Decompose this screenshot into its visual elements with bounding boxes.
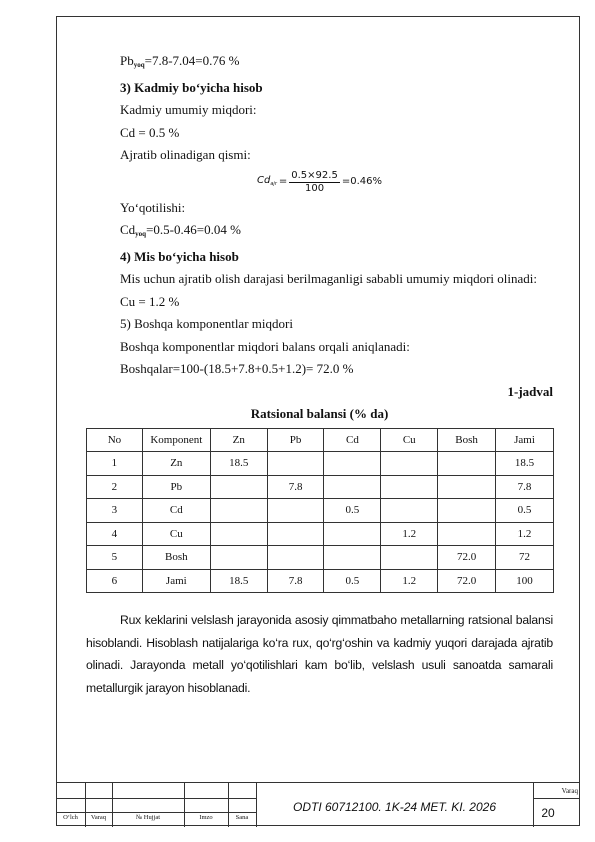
cu-text: Mis uchun ajratib olish darajasi berilmaganligi sababli umumiy miqdori olinadi: bbox=[120, 271, 538, 286]
table-cell: 18.5 bbox=[210, 452, 267, 476]
other-formula: Boshqalar=100-(18.5+7.8+0.5+1.2)= 72.0 % bbox=[120, 361, 354, 376]
table-cell bbox=[324, 522, 381, 546]
formula-equals: = bbox=[278, 176, 288, 187]
heading-cadmium: 3) Kadmiy bo‘yicha hisob bbox=[120, 79, 263, 95]
formula-fraction bbox=[289, 170, 340, 195]
loss-label: Yo‘qotilishi: bbox=[120, 199, 186, 215]
title-block bbox=[56, 782, 580, 826]
title-block-grid bbox=[56, 783, 256, 827]
table-cell: 1.2 bbox=[381, 569, 438, 593]
table-cell bbox=[210, 546, 267, 570]
table-cell bbox=[324, 452, 381, 476]
table-cell bbox=[267, 546, 324, 570]
heading-other: 5) Boshqa komponentlar miqdori bbox=[120, 316, 293, 331]
table-cell: Zn bbox=[142, 452, 210, 476]
table-cell bbox=[210, 475, 267, 499]
table-cell bbox=[267, 452, 324, 476]
formula-lhs bbox=[257, 170, 277, 196]
table-cell: 72.0 bbox=[438, 569, 496, 593]
table-cell: 3 bbox=[87, 499, 143, 523]
cu-total: Cu = 1.2 % bbox=[120, 293, 180, 309]
table-row bbox=[87, 522, 554, 546]
pb-loss-line bbox=[86, 50, 553, 77]
table-caption: Ratsional balansi (% da) bbox=[250, 406, 389, 421]
header-jami: Jami bbox=[496, 428, 554, 452]
grid-line bbox=[56, 812, 256, 813]
label-olch: O‘lch bbox=[63, 814, 78, 821]
label-hujjat: № Hujjat bbox=[135, 814, 161, 821]
table-cell bbox=[438, 499, 496, 523]
table-cell: 7.8 bbox=[267, 475, 324, 499]
cd-total: Cd = 0.5 % bbox=[120, 124, 180, 140]
table-cell bbox=[381, 499, 438, 523]
page-number: 20 bbox=[541, 805, 555, 820]
table-cell: Jami bbox=[142, 569, 210, 593]
table-cell: 18.5 bbox=[496, 452, 554, 476]
table-cell bbox=[267, 522, 324, 546]
cd-subscript: yoq bbox=[135, 230, 147, 238]
table-row bbox=[87, 569, 554, 593]
table-cell: 1 bbox=[87, 452, 143, 476]
formula-numerator: 0.5×92.5 bbox=[291, 169, 338, 181]
table-row bbox=[87, 546, 554, 570]
table-cell: 0.5 bbox=[324, 499, 381, 523]
table-row bbox=[87, 452, 554, 476]
table-cell: 0.5 bbox=[496, 499, 554, 523]
label-varaq: Varaq bbox=[90, 814, 107, 821]
table-cell bbox=[381, 452, 438, 476]
table-cell: 7.8 bbox=[267, 569, 324, 593]
table-cell bbox=[210, 499, 267, 523]
heading-copper: 4) Mis bo‘yicha hisob bbox=[120, 248, 239, 264]
table-cell: 1.2 bbox=[496, 522, 554, 546]
formula-lhs-symbol: Cd bbox=[257, 174, 271, 186]
table-cell: Bosh bbox=[142, 546, 210, 570]
table-cell: 1.2 bbox=[381, 522, 438, 546]
table-label: 1-jadval bbox=[507, 383, 553, 399]
table-cell: 72.0 bbox=[438, 546, 496, 570]
label-sana: Sana bbox=[235, 814, 249, 821]
cd-loss-line bbox=[86, 219, 553, 246]
table-cell bbox=[438, 522, 496, 546]
header-zn: Zn bbox=[210, 428, 267, 452]
document-body bbox=[86, 50, 553, 699]
table-cell: 4 bbox=[87, 522, 143, 546]
table-cell bbox=[438, 452, 496, 476]
header-component: Komponent bbox=[142, 428, 210, 452]
table-row bbox=[87, 475, 554, 499]
table-cell: 100 bbox=[496, 569, 554, 593]
table-cell: Cd bbox=[142, 499, 210, 523]
pb-symbol: Pb bbox=[120, 53, 134, 68]
table-cell: 6 bbox=[87, 569, 143, 593]
table-cell bbox=[381, 546, 438, 570]
header-cd: Cd bbox=[324, 428, 381, 452]
table-cell bbox=[438, 475, 496, 499]
table-cell bbox=[381, 475, 438, 499]
cd-extraction-formula bbox=[86, 167, 553, 197]
cd-symbol: Cd bbox=[120, 222, 136, 237]
formula-denominator: 100 bbox=[305, 182, 325, 194]
table-cell bbox=[324, 546, 381, 570]
table-cell: 18.5 bbox=[210, 569, 267, 593]
table-cell: 72 bbox=[496, 546, 554, 570]
extract-label: Ajratib olinadigan qismi: bbox=[120, 147, 251, 162]
document-code: ODTI 60712100. 1K-24 MET. KI. 2026 bbox=[256, 783, 534, 827]
table-cell bbox=[324, 475, 381, 499]
table-cell: 0.5 bbox=[324, 569, 381, 593]
cd-total-label: Kadmiy umumiy miqdori: bbox=[120, 102, 257, 117]
other-text: Boshqa komponentlar miqdori balans orqali aniqlanadi: bbox=[120, 338, 410, 354]
table-cell: 5 bbox=[87, 546, 143, 570]
header-no: No bbox=[87, 428, 143, 452]
header-pb: Pb bbox=[267, 428, 324, 452]
table-cell: Pb bbox=[142, 475, 210, 499]
table-header-row bbox=[87, 428, 554, 452]
table-cell: 7.8 bbox=[496, 475, 554, 499]
cd-loss-value: =0.5-0.46=0.04 % bbox=[146, 222, 241, 237]
sheet-label: Varaq bbox=[561, 787, 578, 795]
table-cell bbox=[267, 499, 324, 523]
balance-table bbox=[86, 428, 554, 594]
formula-result: =0.46% bbox=[341, 176, 382, 187]
pb-subscript: yoq bbox=[133, 61, 145, 69]
table-cell bbox=[210, 522, 267, 546]
conclusion-paragraph: Rux keklarini velslash jarayonida asosiy qimmatbaho metallarning ratsional balansi hisoblandi. Hisoblash natijalariga ko‘ra rux, qo‘rg‘oshin va kadmiy yuqori darajada ajratib olinadi. Jarayonda metall yo‘qotilishlari kam bo‘lib, velslash usuli sanoatda samarali metallurgik jarayon hisoblanadi. bbox=[86, 613, 553, 695]
table-row bbox=[87, 499, 554, 523]
header-bosh: Bosh bbox=[438, 428, 496, 452]
grid-line bbox=[56, 798, 256, 799]
table-cell: Cu bbox=[142, 522, 210, 546]
table-cell: 2 bbox=[87, 475, 143, 499]
header-cu: Cu bbox=[381, 428, 438, 452]
pb-loss-value: =7.8-7.04=0.76 % bbox=[144, 53, 240, 68]
label-imzo: Imzo bbox=[199, 814, 213, 821]
formula-lhs-subscript: ajr bbox=[270, 180, 277, 187]
